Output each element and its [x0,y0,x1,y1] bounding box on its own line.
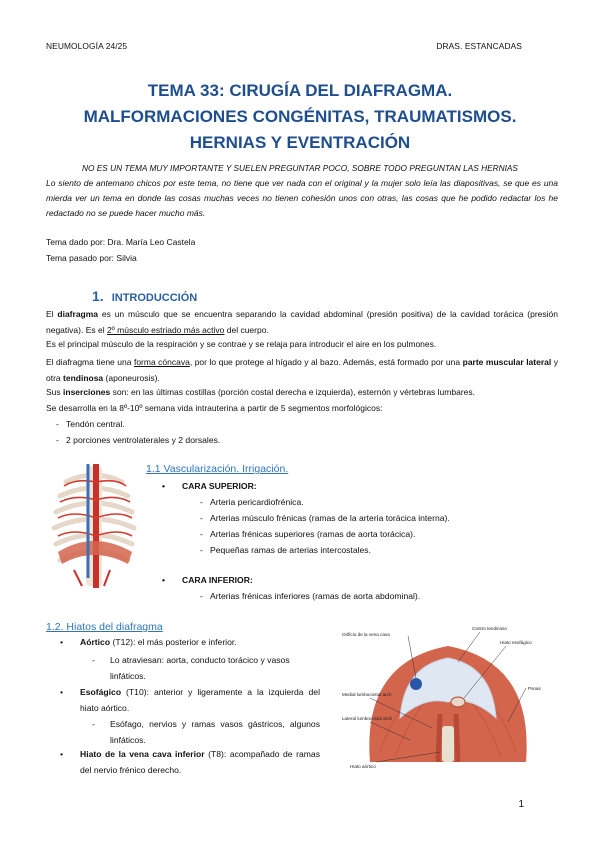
credit-passed-by: Tema pasado por: Silvia [46,253,137,263]
text-run-bold: parte muscular lateral [462,357,552,367]
intro-paragraph-5: Se desarrolla en la 8º-10º semana vida intrauterina a partir de 5 segmentos morfológicos: [46,403,383,413]
intro-paragraph-3 [46,354,558,386]
text-run-bold: Esofágico [80,687,122,697]
label-aortic-hiatus: Hiato aórtico [350,764,376,769]
superior-artery-item-1: - Arteria pericardiofrénica. [210,496,304,508]
text-run-underlined: forma cóncava [133,357,190,367]
section-title: INTRODUCCIÓN [111,292,198,304]
label-medial-arcuate: Medial lumbocostal arch [342,692,392,697]
text-run-bold: inserciones [63,387,111,397]
document-title-line-2: MALFORMACIONES CONGÉNITAS, TRAUMATISMOS. [83,107,517,126]
running-header-right: DRAS. ESTANCADAS [436,41,522,51]
esophageal-hiatus-shape [451,697,465,707]
running-header-left: NEUMOLOGÍA 24/25 [46,41,128,51]
superior-artery-item-3: - Arterias frénicas superiores (ramas de aorta torácica). [210,528,415,540]
hiatus-vena-cava [80,746,320,778]
subsection-heading-vascularizacion: 1.1 Vascularización. Irrigación. [146,463,289,475]
exam-note: NO ES UN TEMA MUY IMPORTANTE Y SUELEN PREGUNTAR POCO, SOBRE TODO PREGUNTAN LAS HERNIAS [82,163,518,173]
text-run: son: en las últimas costillas (porción costal derecha e izquierda), esternón y vértebras lumbares. [110,387,475,397]
document-title-line-3: HERNIAS Y EVENTRACIÓN [189,133,411,152]
superior-artery-item-2: - Arterias músculo frénicas (ramas de la arteria torácica interna). [210,512,450,524]
label-psoas: Psoas [528,686,541,691]
text-run-bold: diafragma [57,309,99,319]
text-run: El [46,309,58,319]
intro-paragraph-2: Es el principal músculo de la respiración y se contrae y se relaja para introducir el aire en los pulmones. [46,339,437,349]
text-run: El diafragma tiene una [46,357,134,367]
segment-item-2: - 2 porciones ventrolaterales y 2 dorsales. [66,434,220,446]
section-heading-introduccion [92,286,197,307]
text-run-bold: tendinosa [63,373,104,383]
label-esophageal-hiatus: Hiato esofágico [500,640,532,645]
section-number: 1. [92,288,104,304]
dash-marker: - [92,719,95,729]
inferior-artery-item-1: - Arterias frénicas inferiores (ramas de aorta abdominal). [210,590,420,602]
document-title-line-1: TEMA 33: CIRUGÍA DEL DIAFRAGMA. [147,81,453,100]
vena-cava-foramen-shape [410,678,422,690]
page-number: 1 [518,799,524,810]
hiatus-esofagico [80,684,320,716]
diaphragm-inferior-view-illustration [340,622,556,772]
hiatus-esofagico-detail [92,716,320,748]
text-run: y otra [46,357,558,383]
text-run: Esófago, nervios y ramas vasos gástricos, algunos linfáticos. [110,719,320,745]
vertebra-shape [442,726,454,762]
hiatus-aortico-detail [92,652,320,684]
text-run: (T12): el más posterior e inferior. [110,637,237,647]
label-central-tendon: Centro tendinoso [472,626,507,631]
text-run: del cuerpo. [224,325,269,335]
thoracic-vascular-illustration [46,460,142,592]
text-run: , por lo que protege al hígado y al bazo. Además, está formado por una [189,357,463,367]
text-run: Lo atraviesan: aorta, conducto torácico y vasos linfáticos. [110,655,290,681]
apology-paragraph: Lo siento de antemano chicos por este tema, no tiene que ver nada con el original y la mujer solo leía las diapositivas, se que es una mierda ver un tema en donde las cosas muchas veces no tienen cohesión unos con otras, las cosas que he podido redactar los he redactado no se puede hacer mucho más. [46,178,558,218]
intro-paragraph-1 [46,306,558,338]
text-run-bold: Hiato de la vena cava inferior [80,749,205,759]
superior-artery-item-4: - Pequeñas ramas de arterias intercostales. [210,544,371,556]
intro-paragraph-4 [46,386,558,398]
hiatus-aortico [80,636,320,648]
text-run-underlined: 2º músculo estriado más activo [106,325,225,335]
text-run: Sus [46,387,64,397]
segment-item-1: - Tendón central. [66,418,125,430]
label-lateral-arcuate: Lateral lumbocostal arch [342,716,393,721]
text-run: (T10): anterior y ligeramente a la izquierda del hiato aórtico. [80,687,320,713]
text-run-bold: Aórtico [80,637,111,647]
dash-marker: - [92,655,95,665]
cara-superior-label: • CARA SUPERIOR: [182,480,257,492]
label-vena-cava-foramen: Orificio de la vena cava [342,632,390,637]
text-run: (T8): acompañado de ramas del nervio frénico derecho. [80,749,320,775]
text-run: es un músculo que se encuentra separando la cavidad abdominal (presión positiva) de la cavidad torácica (presión negativa). Es el [46,309,558,335]
cara-inferior-label: • CARA INFERIOR: [182,574,253,586]
subsection-heading-hiatos: 1.2. Hiatos del diafragma [46,621,163,633]
credit-given-by: Tema dado por: Dra. María Leo Castela [46,237,196,247]
text-run: (aponeurosis). [103,373,160,383]
